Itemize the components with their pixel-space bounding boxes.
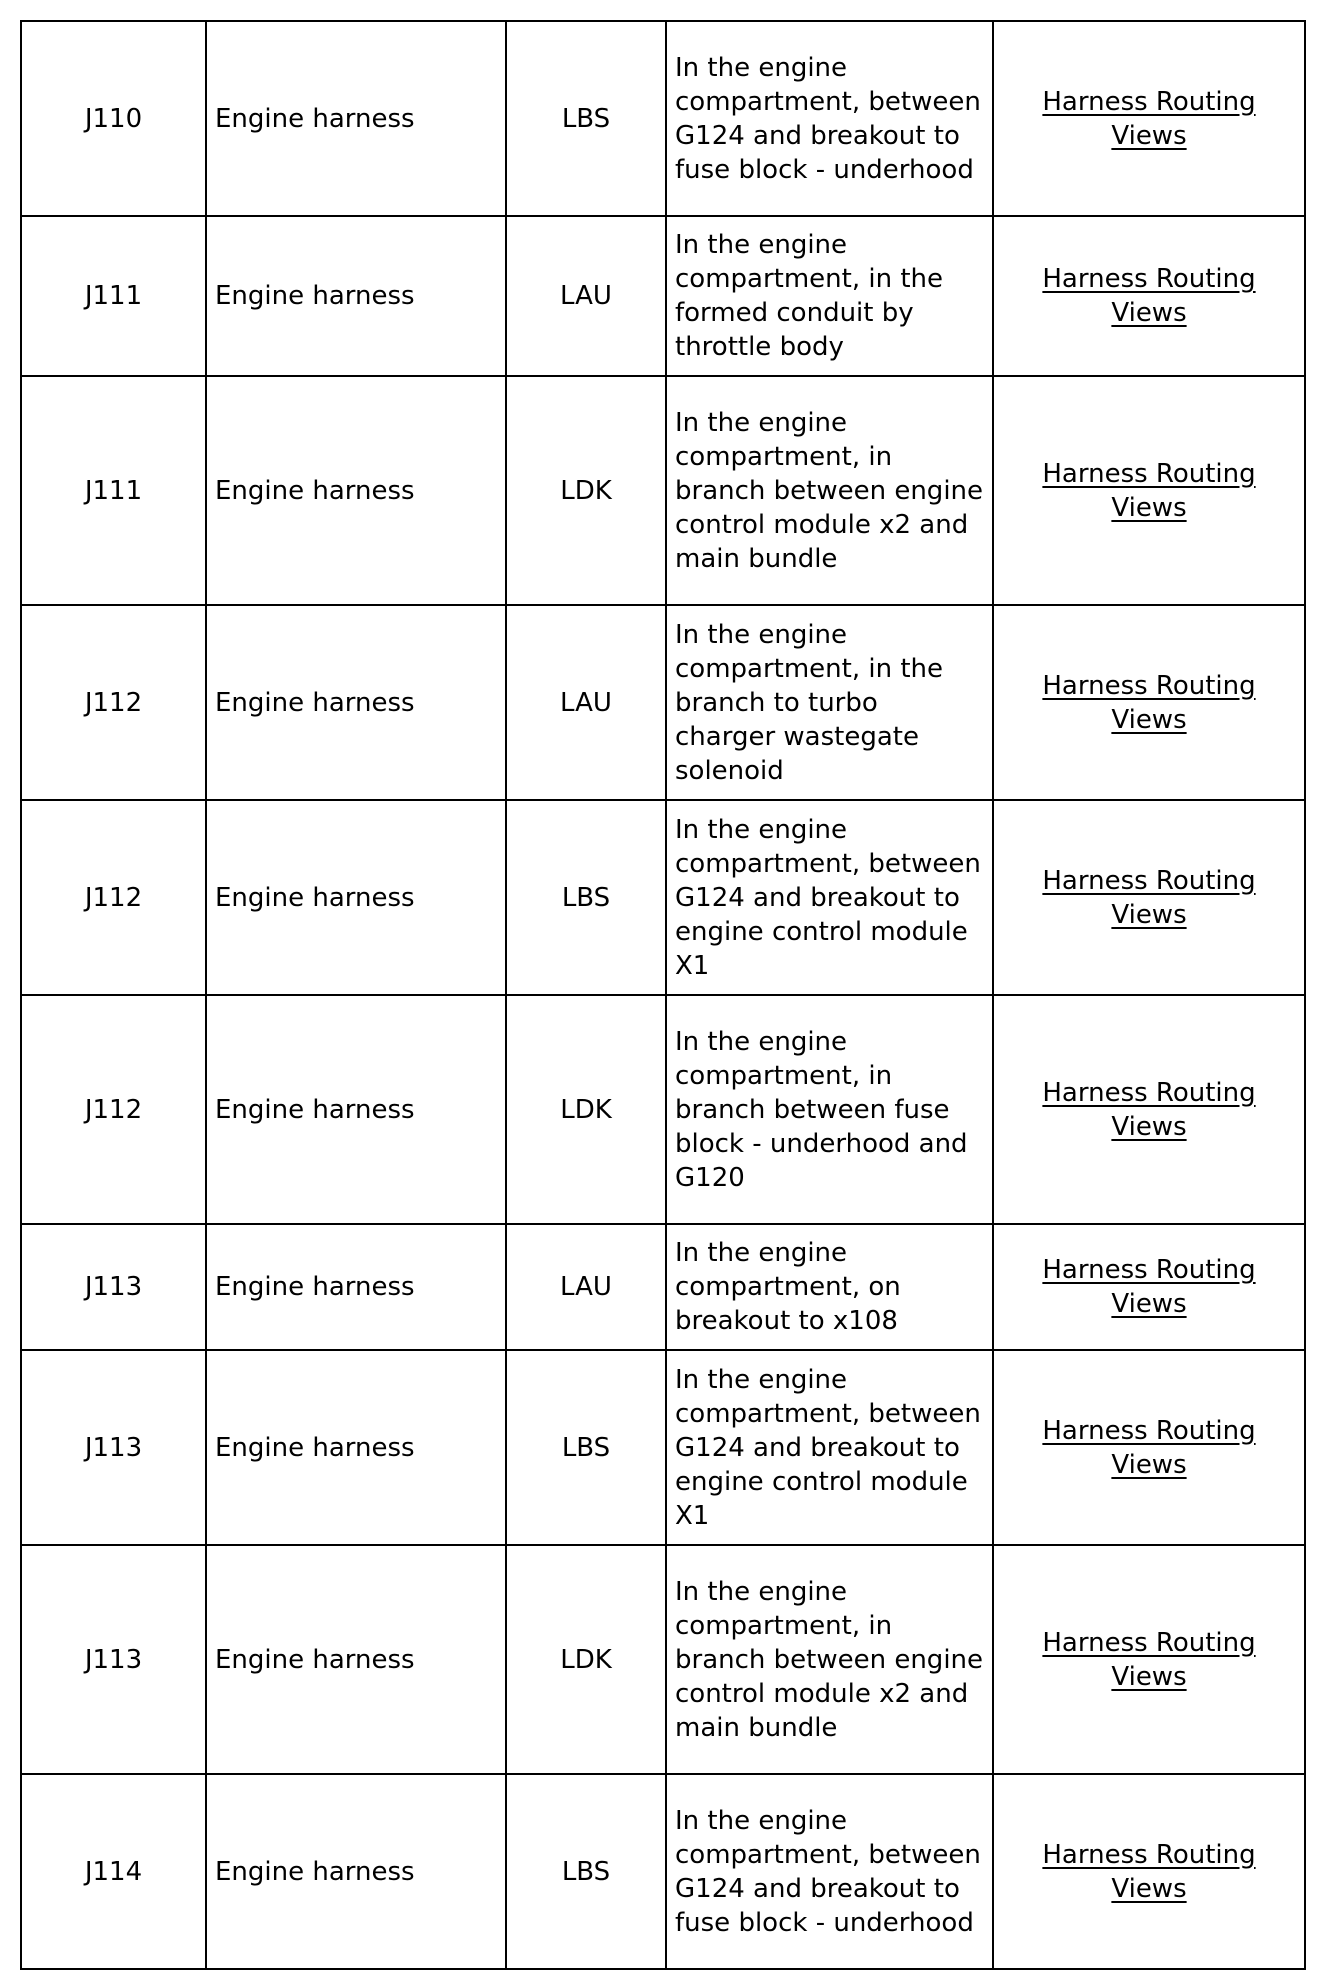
option-code-cell: LAU [506, 1224, 666, 1350]
table-row [21, 216, 1305, 376]
harness-cell: Engine harness [206, 1774, 506, 1969]
option-code-cell: LDK [506, 1545, 666, 1774]
table-row [21, 1350, 1305, 1545]
harness-routing-views-link[interactable]: Harness Routing Views [1042, 264, 1256, 328]
table-row [21, 1774, 1305, 1969]
option-code-cell: LBS [506, 1350, 666, 1545]
option-code-cell: LBS [506, 800, 666, 995]
option-code-cell: LDK [506, 376, 666, 605]
harness-routing-views-link[interactable]: Harness Routing Views [1042, 865, 1256, 930]
location-cell: In the engine compartment, between G124 and breakout to fuse block - underhood [666, 21, 993, 216]
harness-cell: Engine harness [206, 1545, 506, 1774]
component-code-cell: J112 [21, 995, 206, 1224]
table-row [21, 376, 1305, 605]
component-code-cell: J111 [21, 376, 206, 605]
harness-routing-views-link[interactable]: Harness Routing Views [1042, 86, 1256, 151]
link-cell [993, 1350, 1305, 1545]
location-cell: In the engine compartment, between G124 and breakout to engine control module X1 [666, 800, 993, 995]
component-code-cell: J110 [21, 21, 206, 216]
harness-cell: Engine harness [206, 1350, 506, 1545]
link-cell [993, 1224, 1305, 1350]
component-code-cell: J112 [21, 800, 206, 995]
harness-cell: Engine harness [206, 216, 506, 376]
location-cell: In the engine compartment, in branch between engine control module x2 and main bundle [666, 1545, 993, 1774]
option-code-cell: LDK [506, 995, 666, 1224]
table-row [21, 995, 1305, 1224]
location-cell: In the engine compartment, between G124 and breakout to engine control module X1 [666, 1350, 993, 1545]
harness-cell: Engine harness [206, 605, 506, 800]
harness-routing-views-link[interactable]: Harness Routing Views [1042, 1627, 1256, 1692]
harness-cell: Engine harness [206, 995, 506, 1224]
link-cell [993, 21, 1305, 216]
option-code-cell: LBS [506, 1774, 666, 1969]
option-code-cell: LBS [506, 21, 666, 216]
harness-routing-views-link[interactable]: Harness Routing Views [1042, 458, 1256, 523]
component-code-cell: J113 [21, 1545, 206, 1774]
component-code-cell: J111 [21, 216, 206, 376]
table-row [21, 21, 1305, 216]
link-cell [993, 800, 1305, 995]
link-cell [993, 376, 1305, 605]
location-cell: In the engine compartment, on breakout to x108 [666, 1224, 993, 1350]
harness-cell: Engine harness [206, 800, 506, 995]
table-row [21, 1224, 1305, 1350]
harness-routing-views-link[interactable]: Harness Routing Views [1042, 1255, 1256, 1319]
link-cell [993, 995, 1305, 1224]
option-code-cell: LAU [506, 216, 666, 376]
component-code-cell: J114 [21, 1774, 206, 1969]
table-row [21, 605, 1305, 800]
location-cell: In the engine compartment, between G124 and breakout to fuse block - underhood [666, 1774, 993, 1969]
table-row [21, 1545, 1305, 1774]
harness-cell: Engine harness [206, 1224, 506, 1350]
link-cell [993, 1774, 1305, 1969]
harness-routing-views-link[interactable]: Harness Routing Views [1042, 1077, 1256, 1142]
link-cell [993, 1545, 1305, 1774]
link-cell [993, 216, 1305, 376]
harness-routing-views-link[interactable]: Harness Routing Views [1042, 670, 1256, 735]
harness-routing-views-link[interactable]: Harness Routing Views [1042, 1839, 1256, 1904]
harness-routing-views-link[interactable]: Harness Routing Views [1042, 1415, 1256, 1480]
component-code-cell: J113 [21, 1350, 206, 1545]
location-cell: In the engine compartment, in branch between engine control module x2 and main bundle [666, 376, 993, 605]
location-cell: In the engine compartment, in branch between fuse block - underhood and G120 [666, 995, 993, 1224]
component-code-cell: J113 [21, 1224, 206, 1350]
link-cell [993, 605, 1305, 800]
table-row [21, 800, 1305, 995]
harness-location-table [20, 20, 1306, 1970]
option-code-cell: LAU [506, 605, 666, 800]
harness-cell: Engine harness [206, 376, 506, 605]
harness-cell: Engine harness [206, 21, 506, 216]
location-cell: In the engine compartment, in the formed conduit by throttle body [666, 216, 993, 376]
location-cell: In the engine compartment, in the branch to turbo charger wastegate solenoid [666, 605, 993, 800]
component-code-cell: J112 [21, 605, 206, 800]
